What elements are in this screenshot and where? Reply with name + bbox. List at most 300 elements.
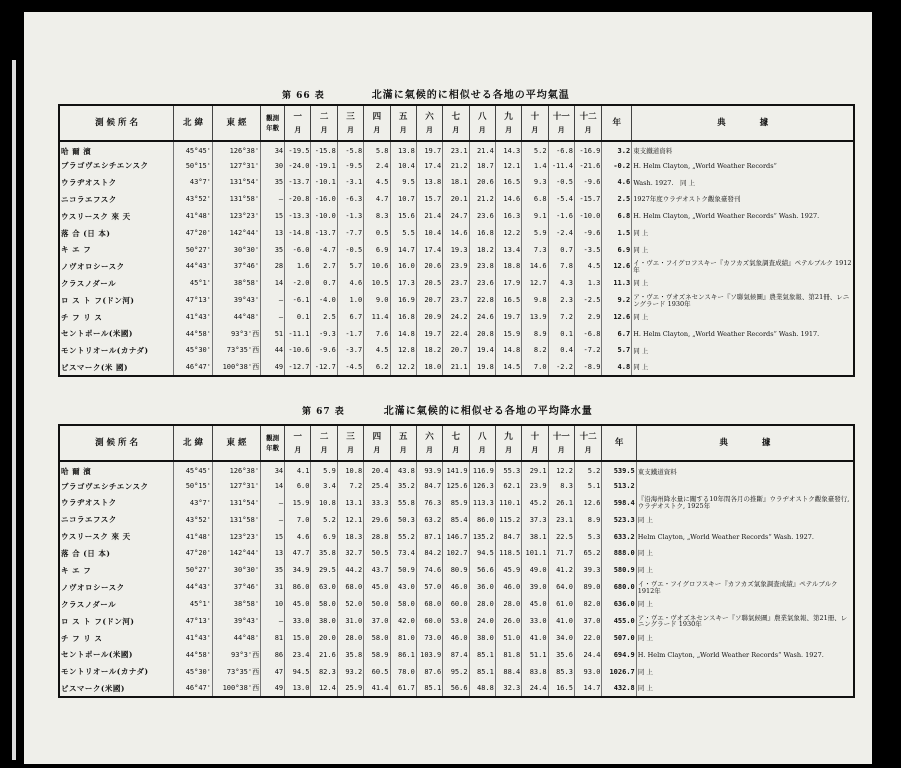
month-value: 23.6 bbox=[469, 208, 495, 225]
month-value: 35.8 bbox=[337, 647, 363, 664]
annual-value: 5.7 bbox=[602, 343, 632, 360]
month-value: -10.1 bbox=[311, 175, 337, 192]
month-value: -7.7 bbox=[337, 225, 363, 242]
longitude: 73°35'西 bbox=[212, 664, 260, 681]
month-number: 十 bbox=[530, 112, 540, 123]
month-value: 56.6 bbox=[469, 562, 495, 579]
station-name: ウスリースク 來 天 bbox=[59, 208, 174, 225]
table-row bbox=[59, 292, 854, 309]
month-value: 43.0 bbox=[390, 579, 416, 596]
month-value: 0.1 bbox=[285, 309, 311, 326]
obs-years: 86 bbox=[261, 647, 285, 664]
annual-value: 455.0 bbox=[602, 613, 636, 630]
month-value: 50.0 bbox=[364, 596, 390, 613]
month-value: 101.1 bbox=[522, 545, 548, 562]
source-citation: Wash. 1927. 同 上 bbox=[632, 175, 854, 192]
table66-header bbox=[59, 105, 854, 141]
month-value: 94.5 bbox=[285, 664, 311, 681]
source-citation: 同 上 bbox=[636, 545, 854, 562]
source-citation: ア・ヴエ・ヴオズネセンスキー『ソ聯氣候圖』農業氣象報、第21冊、レニングラード 1930年 bbox=[636, 613, 854, 630]
month-value: 36.0 bbox=[469, 579, 495, 596]
header-years-bottom: 年數 bbox=[266, 123, 280, 132]
month-number: 一 bbox=[293, 432, 303, 443]
month-value: 5.2 bbox=[574, 461, 601, 478]
month-value: 89.0 bbox=[574, 579, 601, 596]
month-value: 46.0 bbox=[495, 579, 521, 596]
month-label bbox=[550, 113, 573, 133]
latitude: 45°30' bbox=[174, 664, 213, 681]
month-value: 23.6 bbox=[469, 275, 495, 292]
month-value: 12.2 bbox=[390, 359, 416, 376]
station-name: クラスノダール bbox=[59, 596, 174, 613]
month-value: 14.7 bbox=[574, 681, 601, 698]
month-value: -2.4 bbox=[548, 225, 574, 242]
month-value: 34.0 bbox=[548, 630, 574, 647]
source-citation: H. Helm Clayton, „World Weather Records“ Wash. 1927. bbox=[632, 208, 854, 225]
station-name: 哈 爾 濱 bbox=[59, 461, 174, 478]
source-citation: 同 上 bbox=[636, 562, 854, 579]
month-value: 65.2 bbox=[574, 545, 601, 562]
month-number: 九 bbox=[504, 112, 513, 123]
month-value: 110.1 bbox=[495, 495, 521, 512]
obs-years: 10 bbox=[261, 596, 285, 613]
station-name: キ エ フ bbox=[59, 562, 174, 579]
month-value: 50.3 bbox=[390, 512, 416, 529]
latitude: 43°7' bbox=[174, 175, 213, 192]
header-month-12 bbox=[574, 425, 601, 461]
month-value: -19.5 bbox=[285, 141, 311, 158]
annual-value: 888.0 bbox=[602, 545, 636, 562]
month-value: 60.5 bbox=[364, 664, 390, 681]
header-source: 典 據 bbox=[636, 425, 854, 461]
month-value: 82.3 bbox=[311, 664, 337, 681]
month-value: 21.4 bbox=[416, 208, 442, 225]
month-value: -20.8 bbox=[285, 191, 311, 208]
month-label bbox=[471, 433, 494, 453]
month-value: 56.6 bbox=[443, 681, 469, 698]
month-value: 41.2 bbox=[548, 562, 574, 579]
month-value: 7.2 bbox=[337, 478, 363, 495]
month-number: 十一 bbox=[552, 432, 570, 443]
month-value: 23.9 bbox=[443, 259, 469, 276]
obs-years: 49 bbox=[261, 681, 285, 698]
month-value: 8.9 bbox=[574, 512, 601, 529]
annual-value: 12.6 bbox=[602, 309, 632, 326]
latitude: 44°58' bbox=[174, 326, 213, 343]
month-value: 7.8 bbox=[548, 259, 574, 276]
month-value: 31.0 bbox=[337, 613, 363, 630]
month-number: 十 bbox=[530, 432, 540, 443]
month-label bbox=[576, 113, 600, 133]
month-value: 35.2 bbox=[390, 478, 416, 495]
header-lat: 北 緯 bbox=[174, 105, 213, 141]
table-row bbox=[59, 681, 854, 698]
source-citation: 同 上 bbox=[632, 359, 854, 376]
station-name: ウスリースク 來 天 bbox=[59, 529, 174, 546]
month-value: -4.0 bbox=[311, 292, 337, 309]
month-value: 2.3 bbox=[548, 292, 574, 309]
month-value: 22.8 bbox=[469, 292, 495, 309]
month-number: 十二 bbox=[579, 432, 597, 443]
obs-years: 35 bbox=[261, 562, 285, 579]
month-value: 7.2 bbox=[548, 309, 574, 326]
source-citation: H. Helm Clayton, „World Weather Records“ bbox=[632, 158, 854, 175]
month-value: 86.0 bbox=[469, 512, 495, 529]
month-value: 14.6 bbox=[495, 191, 521, 208]
month-value: 6.7 bbox=[337, 309, 363, 326]
month-value: 29.6 bbox=[364, 512, 390, 529]
month-value: 23.9 bbox=[522, 478, 548, 495]
month-label bbox=[312, 113, 335, 133]
station-name: ブラゴヴエシチエンスク bbox=[59, 478, 174, 495]
latitude: 44°43' bbox=[174, 259, 213, 276]
month-value: -14.8 bbox=[285, 225, 311, 242]
month-value: 135.2 bbox=[469, 529, 495, 546]
header-month-11 bbox=[548, 105, 574, 141]
month-value: 13.0 bbox=[285, 681, 311, 698]
annual-value: 9.2 bbox=[602, 292, 632, 309]
month-value: -4.5 bbox=[337, 359, 363, 376]
month-label bbox=[523, 113, 546, 133]
month-value: 23.4 bbox=[285, 647, 311, 664]
month-value: 8.2 bbox=[522, 343, 548, 360]
month-value: 58.0 bbox=[311, 596, 337, 613]
month-label bbox=[339, 433, 362, 453]
month-label bbox=[365, 433, 388, 453]
longitude: 131°54' bbox=[212, 495, 260, 512]
month-value: 12.6 bbox=[574, 495, 601, 512]
month-label bbox=[365, 113, 388, 133]
month-value: -6.8 bbox=[574, 326, 601, 343]
month-value: 16.5 bbox=[548, 681, 574, 698]
month-unit: 月 bbox=[452, 444, 460, 454]
scanned-page bbox=[24, 12, 872, 764]
longitude: 30°30' bbox=[212, 242, 260, 259]
month-value: 45.0 bbox=[364, 579, 390, 596]
month-value: 15.6 bbox=[390, 208, 416, 225]
month-value: 1.0 bbox=[337, 292, 363, 309]
month-value: 146.7 bbox=[443, 529, 469, 546]
month-value: 50.9 bbox=[390, 562, 416, 579]
latitude: 45°1' bbox=[174, 275, 213, 292]
month-value: -3.5 bbox=[574, 242, 601, 259]
annual-value: 598.4 bbox=[602, 495, 636, 512]
month-value: 13.4 bbox=[495, 242, 521, 259]
month-number: 五 bbox=[398, 112, 408, 123]
month-value: 14.5 bbox=[495, 359, 521, 376]
month-number: 二 bbox=[319, 112, 329, 123]
obs-years: 49 bbox=[261, 359, 285, 376]
month-value: 10.7 bbox=[390, 191, 416, 208]
month-unit: 月 bbox=[320, 444, 328, 454]
month-value: 20.6 bbox=[416, 259, 442, 276]
month-number: 一 bbox=[293, 112, 303, 123]
source-citation: 同 上 bbox=[636, 596, 854, 613]
month-value: 13.9 bbox=[522, 309, 548, 326]
month-value: 62.1 bbox=[495, 478, 521, 495]
month-value: -12.7 bbox=[311, 359, 337, 376]
table-row bbox=[59, 512, 854, 529]
month-value: 141.9 bbox=[443, 461, 469, 478]
station-name: キ エ フ bbox=[59, 242, 174, 259]
annual-value: 2.5 bbox=[602, 191, 632, 208]
month-value: 5.5 bbox=[390, 225, 416, 242]
month-value: 87.1 bbox=[416, 529, 442, 546]
obs-years: — bbox=[261, 495, 285, 512]
month-value: 76.3 bbox=[416, 495, 442, 512]
station-name: チ フ リ ス bbox=[59, 630, 174, 647]
month-value: -15.8 bbox=[311, 141, 337, 158]
month-value: 6.2 bbox=[364, 359, 390, 376]
annual-value: 4.8 bbox=[602, 359, 632, 376]
longitude: 73°35'西 bbox=[212, 343, 260, 360]
latitude: 50°15' bbox=[174, 158, 213, 175]
month-value: -2.5 bbox=[574, 292, 601, 309]
month-value: 24.4 bbox=[522, 681, 548, 698]
month-value: 61.7 bbox=[390, 681, 416, 698]
month-value: 38.1 bbox=[522, 529, 548, 546]
month-value: 126.3 bbox=[469, 478, 495, 495]
month-value: 94.5 bbox=[469, 545, 495, 562]
month-value: 15.0 bbox=[285, 630, 311, 647]
latitude: 41°48' bbox=[174, 208, 213, 225]
station-name: ブラゴヴエシチエンスク bbox=[59, 158, 174, 175]
month-value: 5.2 bbox=[311, 512, 337, 529]
table67-body bbox=[59, 461, 854, 697]
month-value: 42.0 bbox=[390, 613, 416, 630]
month-value: 35.6 bbox=[548, 647, 574, 664]
month-value: 5.9 bbox=[311, 461, 337, 478]
month-value: 14.7 bbox=[390, 242, 416, 259]
station-name: ロ ス ト フ(ドン河) bbox=[59, 613, 174, 630]
month-value: -12.7 bbox=[285, 359, 311, 376]
table-row bbox=[59, 208, 854, 225]
source-citation: 同 上 bbox=[632, 309, 854, 326]
month-value: 73.0 bbox=[416, 630, 442, 647]
month-value: 17.4 bbox=[416, 158, 442, 175]
month-value: -9.3 bbox=[311, 326, 337, 343]
month-unit: 月 bbox=[399, 124, 407, 134]
month-value: 44.2 bbox=[337, 562, 363, 579]
month-value: -9.6 bbox=[574, 225, 601, 242]
table67-label: 第 67 表 bbox=[302, 407, 345, 417]
month-value: -10.6 bbox=[285, 343, 311, 360]
obs-years: 13 bbox=[261, 225, 285, 242]
month-label bbox=[392, 113, 415, 133]
month-number: 三 bbox=[346, 432, 355, 443]
month-value: -2.2 bbox=[548, 359, 574, 376]
obs-years: — bbox=[261, 309, 285, 326]
month-value: 125.6 bbox=[443, 478, 469, 495]
scan-border bbox=[0, 0, 24, 768]
month-value: 9.0 bbox=[364, 292, 390, 309]
month-value: 24.2 bbox=[443, 309, 469, 326]
source-citation: 同 上 bbox=[632, 242, 854, 259]
month-value: 15.9 bbox=[285, 495, 311, 512]
month-value: 87.6 bbox=[416, 664, 442, 681]
obs-years: 51 bbox=[261, 326, 285, 343]
month-value: 5.8 bbox=[364, 141, 390, 158]
month-value: 20.7 bbox=[416, 292, 442, 309]
month-value: 58.0 bbox=[364, 630, 390, 647]
month-value: 32.3 bbox=[495, 681, 521, 698]
header-month-10 bbox=[522, 105, 548, 141]
month-value: 60.0 bbox=[443, 596, 469, 613]
month-value: -6.3 bbox=[337, 191, 363, 208]
month-value: 74.6 bbox=[416, 562, 442, 579]
month-value: 45.2 bbox=[522, 495, 548, 512]
month-value: 9.1 bbox=[522, 208, 548, 225]
month-value: -10.0 bbox=[574, 208, 601, 225]
source-citation: H. Helm Clayton, „World Weather Records“ Wash. 1917. bbox=[632, 326, 854, 343]
annual-value: 507.0 bbox=[602, 630, 636, 647]
longitude: 123°23' bbox=[212, 208, 260, 225]
month-value: 1.3 bbox=[574, 275, 601, 292]
month-value: 68.0 bbox=[416, 596, 442, 613]
month-value: 10.8 bbox=[337, 461, 363, 478]
month-value: 9.5 bbox=[390, 175, 416, 192]
month-value: 51.1 bbox=[522, 647, 548, 664]
month-value: 78.0 bbox=[390, 664, 416, 681]
header-month-9 bbox=[495, 105, 521, 141]
month-value: -13.3 bbox=[285, 208, 311, 225]
month-number: 三 bbox=[346, 112, 355, 123]
month-value: 17.3 bbox=[390, 275, 416, 292]
month-unit: 月 bbox=[373, 124, 381, 134]
header-years bbox=[261, 425, 285, 461]
station-name: ノヴオロシースク bbox=[59, 579, 174, 596]
longitude: 37°46' bbox=[212, 259, 260, 276]
table67-precipitation bbox=[58, 424, 855, 698]
month-value: 0.1 bbox=[548, 326, 574, 343]
month-value: 33.0 bbox=[522, 613, 548, 630]
month-value: 55.3 bbox=[495, 461, 521, 478]
month-value: 23.1 bbox=[548, 512, 574, 529]
latitude: 43°52' bbox=[174, 191, 213, 208]
annual-value: 12.6 bbox=[602, 259, 632, 276]
month-unit: 月 bbox=[373, 444, 381, 454]
month-value: 21.2 bbox=[443, 158, 469, 175]
month-value: 18.2 bbox=[416, 343, 442, 360]
header-month-1 bbox=[285, 105, 311, 141]
obs-years: — bbox=[261, 292, 285, 309]
obs-years: 34 bbox=[261, 461, 285, 478]
header-year: 年 bbox=[602, 105, 632, 141]
month-value: 71.7 bbox=[548, 545, 574, 562]
month-value: 103.9 bbox=[416, 647, 442, 664]
table-row bbox=[59, 191, 854, 208]
header-month-11 bbox=[548, 425, 574, 461]
month-value: 2.9 bbox=[574, 309, 601, 326]
table-row bbox=[59, 158, 854, 175]
month-value: 4.3 bbox=[548, 275, 574, 292]
header-years-bottom: 年數 bbox=[266, 443, 280, 452]
month-value: 49.0 bbox=[522, 562, 548, 579]
month-value: 12.2 bbox=[495, 225, 521, 242]
latitude: 45°45' bbox=[174, 461, 213, 478]
month-value: 82.0 bbox=[574, 596, 601, 613]
month-value: 20.7 bbox=[443, 343, 469, 360]
table66-label: 第 66 表 bbox=[282, 91, 325, 101]
longitude: 126°38' bbox=[212, 461, 260, 478]
header-years-top: 觀測 bbox=[266, 434, 280, 442]
source-citation: 1927年度ウラヂオストク觀象臺發刊 bbox=[632, 191, 854, 208]
latitude: 44°43' bbox=[174, 579, 213, 596]
table67-title: 北滿に氣候的に相似せる各地の平均降水量 bbox=[383, 406, 593, 417]
month-value: 52.0 bbox=[337, 596, 363, 613]
month-value: -6.0 bbox=[285, 242, 311, 259]
month-value: 17.9 bbox=[495, 275, 521, 292]
month-value: -7.2 bbox=[574, 343, 601, 360]
month-value: -21.6 bbox=[574, 158, 601, 175]
month-value: 5.7 bbox=[337, 259, 363, 276]
month-value: 21.2 bbox=[469, 191, 495, 208]
latitude: 50°15' bbox=[174, 478, 213, 495]
longitude: 100°38'西 bbox=[212, 359, 260, 376]
latitude: 50°27' bbox=[174, 562, 213, 579]
month-label bbox=[418, 433, 441, 453]
obs-years: 35 bbox=[261, 175, 285, 192]
table-row bbox=[59, 630, 854, 647]
annual-value: 680.0 bbox=[602, 579, 636, 596]
obs-years: 31 bbox=[261, 579, 285, 596]
source-citation: イ・ヴエ・フイグロフスキー『カフカズ氣象調査成績』ペテルブルク 1912年 bbox=[632, 259, 854, 276]
table-row bbox=[59, 495, 854, 512]
month-value: 80.9 bbox=[443, 562, 469, 579]
month-value: -9.6 bbox=[574, 175, 601, 192]
longitude: 126°38' bbox=[212, 141, 260, 158]
latitude: 47°20' bbox=[174, 545, 213, 562]
month-value: 9.3 bbox=[522, 175, 548, 192]
month-value: 93.2 bbox=[337, 664, 363, 681]
month-value: -1.6 bbox=[548, 208, 574, 225]
header-month-6 bbox=[416, 105, 442, 141]
month-value: 16.0 bbox=[390, 259, 416, 276]
month-value: 45.0 bbox=[522, 596, 548, 613]
source-citation: 同 上 bbox=[636, 664, 854, 681]
month-value: -9.5 bbox=[337, 158, 363, 175]
station-name: チ フ リ ス bbox=[59, 309, 174, 326]
table66-body bbox=[59, 141, 854, 376]
month-number: 四 bbox=[372, 112, 382, 123]
month-value: 20.5 bbox=[416, 275, 442, 292]
month-value: -3.1 bbox=[337, 175, 363, 192]
source-citation: 同 上 bbox=[632, 225, 854, 242]
month-value: 10.4 bbox=[416, 225, 442, 242]
latitude: 44°58' bbox=[174, 647, 213, 664]
table-row bbox=[59, 478, 854, 495]
station-name: セントポール(米國) bbox=[59, 647, 174, 664]
month-value: 33.3 bbox=[364, 495, 390, 512]
month-value: 7.3 bbox=[522, 242, 548, 259]
latitude: 43°7' bbox=[174, 495, 213, 512]
month-value: 14.8 bbox=[390, 326, 416, 343]
header-month-8 bbox=[469, 425, 495, 461]
month-value: 86.1 bbox=[390, 647, 416, 664]
month-value: 14.3 bbox=[495, 141, 521, 158]
month-value: 12.1 bbox=[337, 512, 363, 529]
month-value: -13.7 bbox=[311, 225, 337, 242]
longitude: 127°31' bbox=[212, 478, 260, 495]
month-label bbox=[286, 113, 309, 133]
month-value: 8.3 bbox=[364, 208, 390, 225]
month-label bbox=[497, 433, 520, 453]
table-row bbox=[59, 275, 854, 292]
month-value: 58.0 bbox=[390, 596, 416, 613]
table-row bbox=[59, 309, 854, 326]
month-value: 16.5 bbox=[495, 292, 521, 309]
month-unit: 月 bbox=[505, 124, 513, 134]
